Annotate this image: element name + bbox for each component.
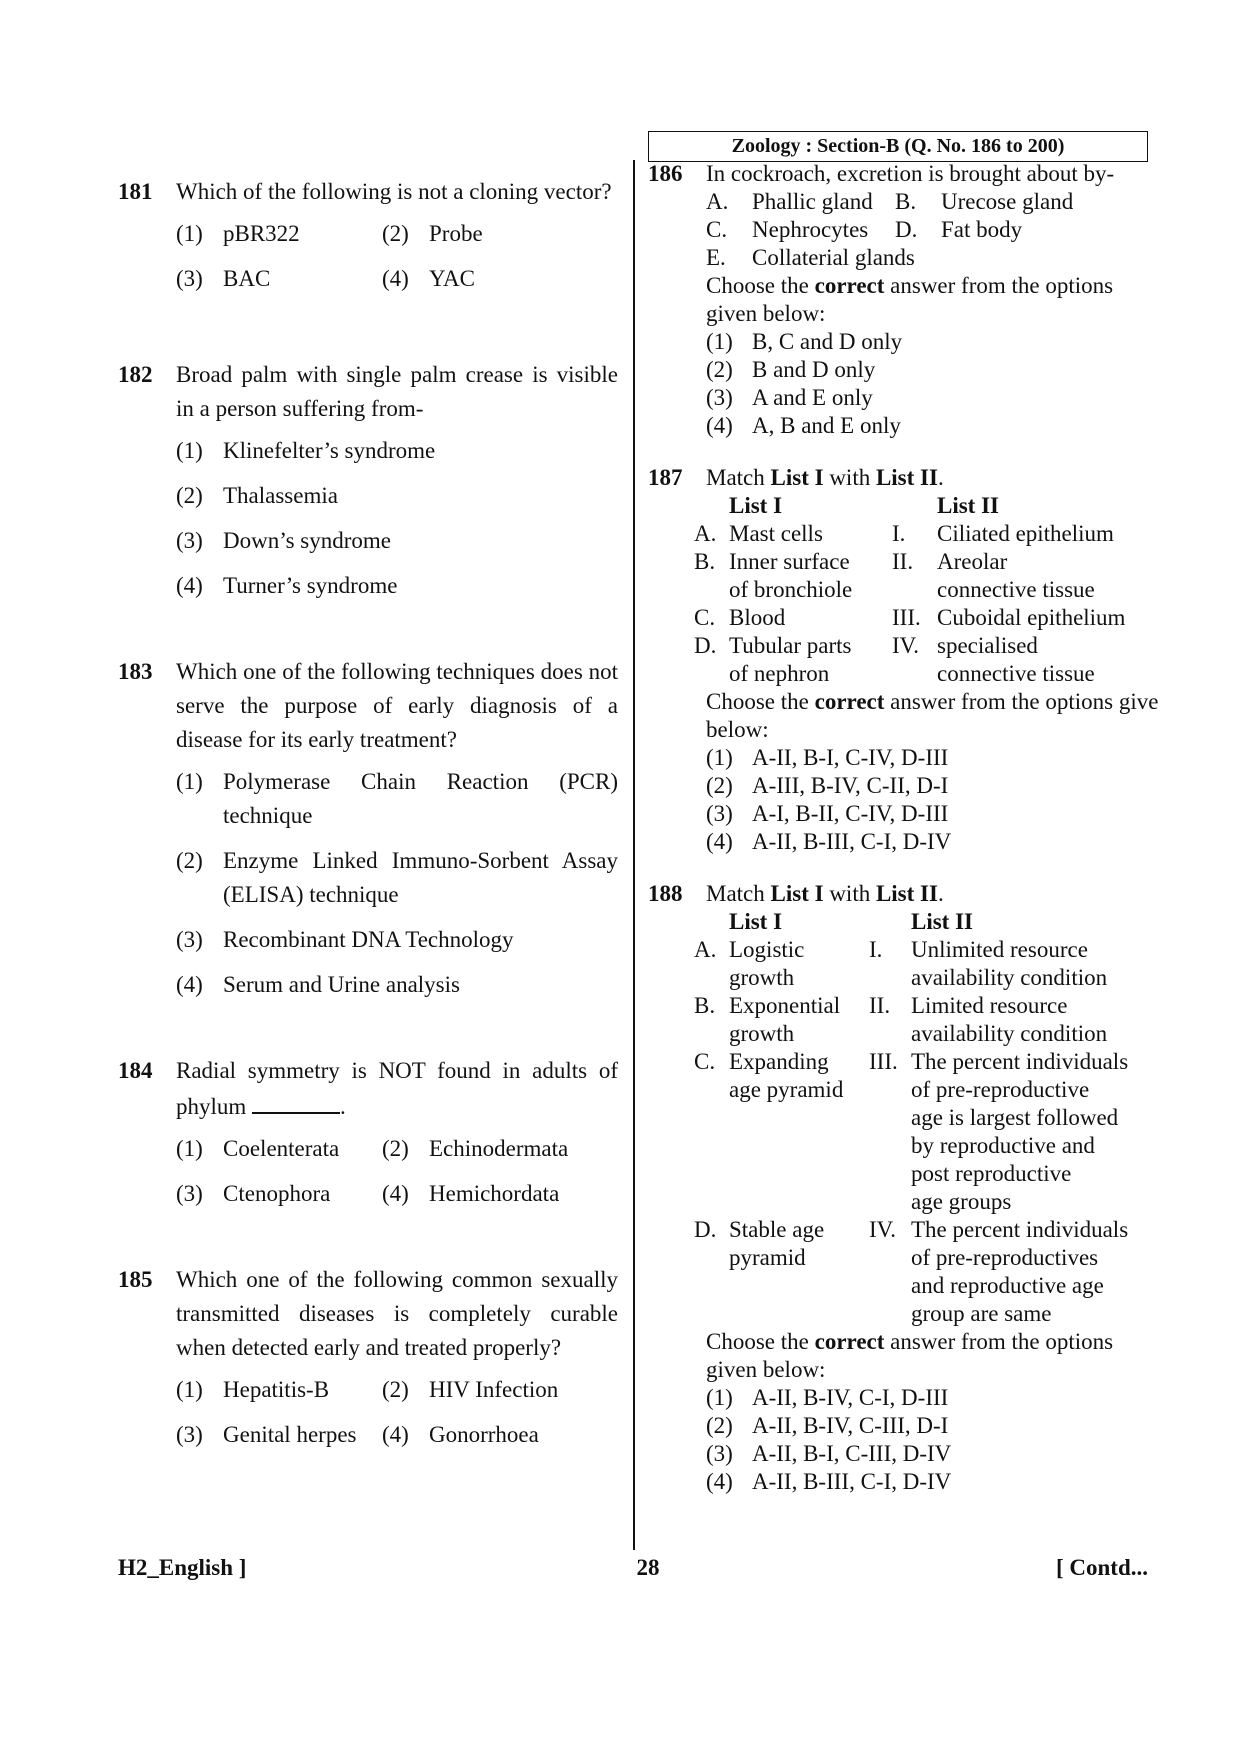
continued-label: [ Contd... xyxy=(1055,1555,1148,1580)
option-4: (4) YAC xyxy=(382,266,476,291)
option-4: (4) A, B and E only xyxy=(706,413,901,438)
option-3: (3) A-I, B-II, C-IV, D-III xyxy=(706,801,949,826)
option-2: (2) HIV Infection xyxy=(382,1377,559,1402)
page-number: 28 xyxy=(636,1555,660,1580)
item-b: Urecose gland xyxy=(941,189,1074,214)
question-186: 186 In cockroach, excretion is brought about by- A. Phallic gland B. Urecose gland C. Nephrocytes D. Fat body E. Collaterial glands Choose the correct answer from the options given below: (1) B, C and D only (2) B and D only (3) A and E only (4) A, B and E only xyxy=(648,160,1168,440)
option-3: (3) Genital herpes xyxy=(176,1422,357,1447)
question-182 xyxy=(118,358,618,603)
option-3: (3) A-II, B-I, C-III, D-IV xyxy=(706,1441,952,1466)
item-c: Nephrocytes xyxy=(752,217,869,242)
option-1: (1) pBR322 xyxy=(176,221,300,246)
section-header: Zoology : Section-B (Q. No. 186 to 200) xyxy=(648,131,1148,162)
option-1: (1) Polymerase Chain Reaction (PCR) technique xyxy=(176,769,618,828)
question-text: Radial symmetry is NOT found in adults of phylum . xyxy=(176,1058,618,1119)
option-1: (1) Coelenterata xyxy=(176,1136,340,1161)
option-4: (4) Turner’s syndrome xyxy=(176,573,398,598)
option-2: (2) Thalassemia xyxy=(176,483,338,508)
match-row-b: B. Inner surface of bronchiole II. Areolar connective tissue xyxy=(694,549,1095,602)
option-1: (1) B, C and D only xyxy=(706,329,903,354)
question-text: Which one of the following techniques does not serve the purpose of early diagnosis of a disease for its early treatment? xyxy=(176,659,618,752)
question-188 xyxy=(648,880,1168,1496)
option-4: (4) Serum and Urine analysis xyxy=(176,972,460,997)
option-2: (2) A-III, B-IV, C-II, D-I xyxy=(706,773,949,798)
match-row-c: C. Blood III. Cuboidal epithelium xyxy=(694,605,1126,630)
question-181 xyxy=(118,175,618,296)
question-185 xyxy=(118,1263,618,1452)
question-number: 184 xyxy=(118,1058,153,1083)
option-3: (3) BAC xyxy=(176,266,271,291)
instruction-text: Choose the correct answer from the options given below: xyxy=(706,1329,1114,1382)
question-number: 185 xyxy=(118,1267,153,1292)
question-number: 183 xyxy=(118,659,153,684)
match-row-c: C. Expanding age pyramid III. The percent individuals of pre-reproductive age is largest followed by reproductive and post reproductive age groups xyxy=(694,1049,1129,1214)
answer-blank xyxy=(252,1088,340,1114)
option-2: (2) Echinodermata xyxy=(382,1136,569,1161)
question-187 xyxy=(648,464,1168,856)
question-183 xyxy=(118,655,618,1002)
question-number: 186 xyxy=(648,161,683,186)
item-e: Collaterial glands xyxy=(752,245,915,270)
page-footer xyxy=(118,1555,1148,1585)
question-number: 181 xyxy=(118,179,153,204)
option-4: (4) A-II, B-III, C-I, D-IV xyxy=(706,829,952,854)
item-a: Phallic gland xyxy=(752,189,873,214)
option-1: (1) A-II, B-IV, C-I, D-III xyxy=(706,1385,949,1410)
instruction-text: Choose the correct answer from the options given below: xyxy=(706,273,1114,326)
option-1: (1) A-II, B-I, C-IV, D-III xyxy=(706,745,949,770)
option-2: (2) A-II, B-IV, C-III, D-I xyxy=(706,1413,949,1438)
paper-code: H2_English ] xyxy=(118,1555,247,1580)
question-184 xyxy=(118,1054,618,1211)
option-3: (3) Recombinant DNA Technology xyxy=(176,927,514,952)
match-row-d: D. Tubular parts of nephron IV. specialised connective tissue xyxy=(694,633,1095,686)
instruction-text: Choose the correct answer from the options give below: xyxy=(706,689,1159,742)
column-divider xyxy=(633,160,635,1550)
match-row-d: D. Stable age pyramid IV. The percent individuals of pre-reproductives and reproductive age group are same xyxy=(694,1217,1129,1326)
match-row-b: B. Exponential growth II. Limited resource availability condition xyxy=(694,993,1108,1046)
option-2: (2) Probe xyxy=(382,221,483,246)
question-text: In cockroach, excretion is brought about by- xyxy=(706,161,1115,186)
question-text: Broad palm with single palm crease is visible in a person suffering from- xyxy=(176,362,618,421)
list-headers: List I List II xyxy=(729,909,973,934)
left-column xyxy=(118,175,618,1497)
question-number: 188 xyxy=(648,881,683,906)
right-column xyxy=(648,160,1168,1496)
question-text: Match List I with List II. xyxy=(706,881,944,906)
match-row-a: A. Mast cells I. Ciliated epithelium xyxy=(694,521,1114,546)
option-4: (4) A-II, B-III, C-I, D-IV xyxy=(706,1469,952,1494)
question-number: 187 xyxy=(648,465,683,490)
option-4: (4) Hemichordata xyxy=(382,1181,560,1206)
option-2: (2) B and D only xyxy=(706,357,876,382)
option-3: (3) A and E only xyxy=(706,385,873,410)
option-4: (4) Gonorrhoea xyxy=(382,1422,539,1447)
question-text: Which one of the following common sexually transmitted diseases is completely curable when detected early and treated properly? xyxy=(176,1267,618,1360)
option-1: (1) Klinefelter’s syndrome xyxy=(176,438,436,463)
option-3: (3) Ctenophora xyxy=(176,1181,331,1206)
question-text: Match List I with List II. xyxy=(706,465,944,490)
match-row-a: A. Logistic growth I. Unlimited resource availability condition xyxy=(694,937,1108,990)
option-1: (1) Hepatitis-B xyxy=(176,1377,330,1402)
option-2: (2) Enzyme Linked Immuno-Sorbent Assay (ELISA) technique xyxy=(176,848,618,907)
item-d: Fat body xyxy=(941,217,1023,242)
list-headers: List I List II xyxy=(729,493,999,518)
option-3: (3) Down’s syndrome xyxy=(176,528,392,553)
question-number: 182 xyxy=(118,362,153,387)
question-text: Which of the following is not a cloning vector? xyxy=(176,179,612,204)
